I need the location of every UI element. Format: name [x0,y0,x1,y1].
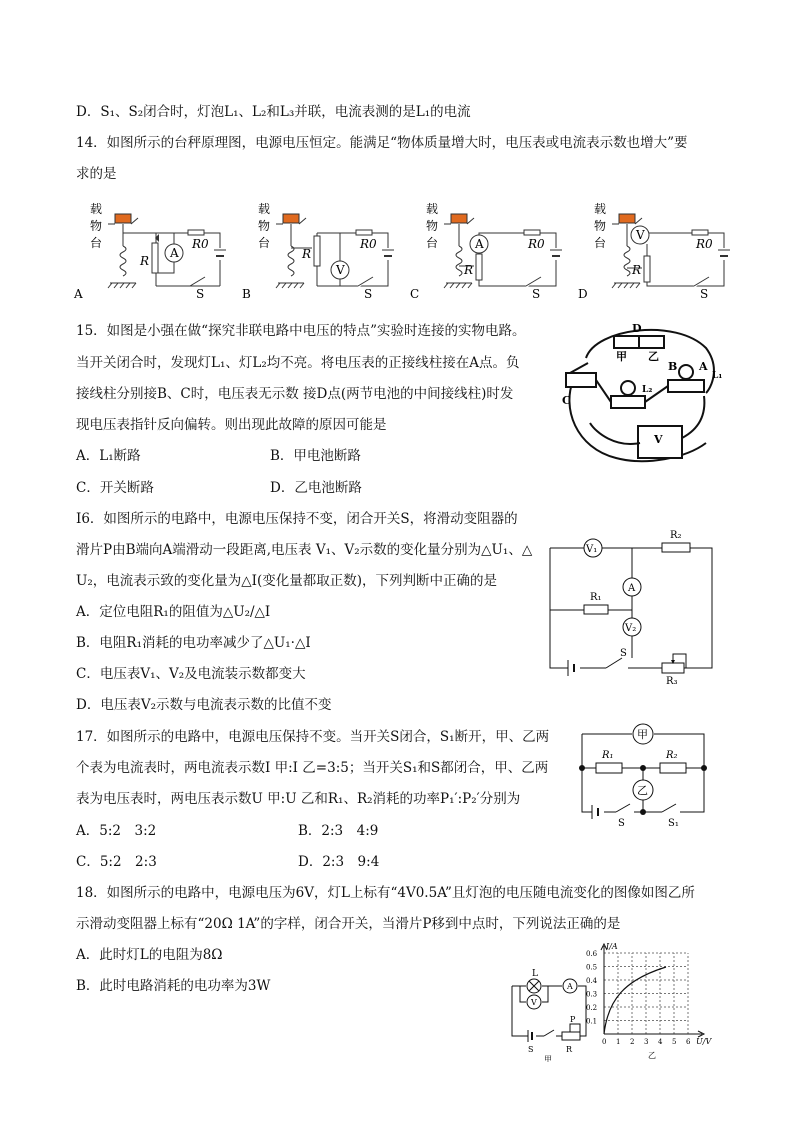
svg-text:S: S [532,287,541,301]
q14-label-a: A [74,287,83,301]
q15-option-d: D．乙电池断路 [270,480,362,496]
x-tick-label: 1 [616,1038,621,1046]
svg-text:台: 台 [426,236,439,250]
rheostat-r3 [662,663,684,673]
q16-stem-line2: 滑片P由B端向A端滑动一段距离,电压表 V₁、V₂示数的变化量分别为△U₁、△ [76,542,533,558]
svg-text:R0: R0 [528,237,545,251]
svg-text:D: D [632,322,642,335]
svg-text:S: S [618,818,625,829]
x-axis-label: U/V [696,1037,712,1046]
y-tick-label: 0.2 [586,1004,598,1012]
q16-option-c: C．电压表V₁、V₂及电流装示数都变大 [76,666,306,682]
svg-text:甲: 甲 [637,728,648,741]
q15-stem-line4: 现电压表指针反向偏转。则出现此故障的原因可能是 [76,417,387,433]
svg-text:P: P [570,1015,576,1024]
svg-text:V: V [531,998,537,1007]
tai-char-2: 物 [90,219,103,233]
q14-circuit-c [410,201,562,301]
svg-text:R₁: R₁ [602,750,614,761]
svg-text:A: A [567,982,573,991]
svg-text:S: S [620,648,627,659]
resistor-r0 [188,230,204,235]
q17-option-b: B．2:3 4:9 [298,823,379,839]
graph-caption: 乙 [648,1051,656,1060]
svg-text:台: 台 [258,236,271,250]
lamp-l2 [621,381,635,395]
q13-option-d: D．S₁、S₂闭合时，灯泡L₁、L₂和L₃并联，电流表测的是L₁的电流 [76,104,471,120]
svg-text:R: R [566,1045,573,1054]
y-tick-label: 0.1 [586,1017,598,1026]
svg-text:L₁: L₁ [712,371,723,381]
svg-text:物: 物 [594,219,607,233]
svg-text:R0: R0 [192,237,209,251]
svg-text:S: S [364,287,373,301]
q14-circuit-d [578,201,730,301]
switch-physical [566,373,596,387]
svg-text:台: 台 [594,236,607,250]
rheostat-r [562,1032,580,1040]
svg-text:载: 载 [426,202,439,216]
q15-physical-circuit-figure [556,318,726,468]
q15-stem-line1: 15．如图是小强在做“探究非联电路中电压的特点”实验时连接的实物电路。 [76,323,526,339]
q17-stem-line1: 17．如图所示的电路中，电源电压保持不变。当开关S闭合，S₁断开，甲、乙两 [76,729,550,745]
svg-text:S: S [700,287,709,301]
q14-circuit-b [242,201,394,301]
svg-text:V₂: V₂ [625,623,637,634]
q14-label-c: C [410,287,420,301]
q18-option-b: B．此时电路消耗的电功率为3W [76,978,271,994]
svg-text:R₃: R₃ [666,676,678,684]
svg-text:C: C [562,394,571,407]
svg-text:V: V [654,433,663,446]
svg-text:乙: 乙 [637,784,648,797]
svg-text:S: S [196,287,205,301]
svg-text:物: 物 [258,219,271,233]
q16-stem-line1: I6．如图所示的电路中，电源电压保持不变，闭合开关S，将滑动变阻器的 [76,511,518,527]
y-axis-label: I/A [606,942,618,951]
svg-text:R₂: R₂ [670,530,682,541]
q17-stem-line2: 个表为电流表时，两电流表示数I 甲:I 乙=3:5；当开关S₁和S都闭合，甲、乙两 [76,760,549,776]
svg-text:S: S [528,1045,534,1054]
tai-char-1: 载 [90,202,103,216]
q16-option-b: B．电阻R₁消耗的电功率减少了△U₁·△I [76,635,311,651]
lamp-l1-base [668,380,704,392]
svg-text:R: R [464,263,474,277]
resistor-r1 [596,763,622,773]
q15-option-a: A．L₁断路 [76,448,141,464]
svg-text:L: L [532,969,538,979]
svg-text:载: 载 [594,202,607,216]
tai-char-3: 台 [90,236,103,250]
svg-text:V₁: V₁ [586,544,598,555]
x-tick-label: 5 [672,1038,677,1046]
svg-text:A: A [170,246,179,260]
x-tick-label: 3 [644,1038,649,1046]
x-tick-label: 6 [686,1038,691,1046]
svg-text:A: A [699,360,708,373]
svg-text:R₁: R₁ [590,592,602,603]
resistor-r1 [584,605,608,614]
svg-text:V: V [336,263,345,277]
svg-text:甲: 甲 [544,1055,552,1062]
q16-option-d: D．电压表V₂示数与电流表示数的比值不变 [76,697,332,713]
svg-text:V: V [636,228,645,242]
q18-graph-yi [584,940,714,1060]
resistor-r2 [660,763,686,773]
q17-stem-line3: 表为电压表时，两电压表示数U 甲:U 乙和R₁、R₂消耗的功率P₁′:P₂′分别为 [76,791,521,807]
lamp-l2-base [611,396,645,408]
y-tick-label: 0.6 [586,950,598,958]
svg-text:L₂: L₂ [642,385,653,395]
q14-circuit-a [73,201,226,301]
spring [120,246,126,276]
svg-text:B: B [668,360,678,373]
svg-text:R: R [632,263,642,277]
svg-text:载: 载 [258,202,271,216]
q16-stem-line3: U₂，电流表示致的变化量为△I(变化量都取正数)，下列判断中正确的是 [76,573,498,589]
q16-circuit-figure [546,526,726,684]
svg-text:物: 物 [426,219,439,233]
q18-option-a: A．此时灯L的电阻为8Ω [76,947,223,963]
x-tick-label: 4 [658,1038,663,1046]
x-tick-label: 0 [602,1038,607,1046]
y-tick-label: 0.3 [586,990,598,999]
q15-option-b: B．甲电池断路 [270,448,361,464]
q17-circuit-figure [572,720,722,830]
q17-option-c: C．5:2 2:3 [76,854,157,870]
svg-text:A: A [628,583,636,594]
lamp-l1 [679,365,693,379]
q16-option-a: A．定位电阻R₁的阻值为△U₂/△I [76,604,271,620]
scale-pan [115,214,131,223]
q15-stem-line3: 接线柱分别接B、C时，电压表无示数 接D点(两节电池的中间接线柱)时发 [76,386,514,402]
q18-stem-line2: 示滑动变阻器上标有“20Ω 1A”的字样，闭合开关，当滑片P移到中点时，下列说法正确的是 [76,916,621,932]
svg-text:S₁: S₁ [668,818,679,829]
graph-grid [604,953,688,1034]
resistor-r2 [662,543,690,552]
svg-text:R: R [140,254,150,268]
svg-text:甲: 甲 [616,350,627,363]
svg-text:R: R [302,247,312,261]
q14-label-d: D [578,287,588,301]
svg-text:R0: R0 [696,237,713,251]
svg-text:R0: R0 [360,237,377,251]
q14-stem-line2: 求的是 [76,166,117,182]
q18-circuit-jia [506,966,592,1062]
y-tick-label: 0.5 [586,963,598,972]
q15-option-c: C．开关断路 [76,480,154,496]
q14-stem-line1: 14．如图所示的台秤原理图，电源电压恒定。能满足“物体质量增大时，电压表或电流表示数也增大”要 [76,135,688,151]
iu-curve [604,967,666,1034]
resistor-r [152,243,158,273]
q15-stem-line2: 当开关闭合时，发现灯L₁、灯L₂均不亮。将电压表的正接线柱接在A点。负 [76,355,520,371]
svg-text:R₂: R₂ [666,750,678,761]
x-tick-label: 2 [630,1038,635,1046]
y-tick-label: 0.4 [586,977,598,985]
svg-text:A: A [475,237,484,251]
q17-option-d: D．2:3 9:4 [298,854,380,870]
q17-option-a: A．5:2 3:2 [76,823,157,839]
svg-text:乙: 乙 [648,350,659,363]
q14-label-b: B [242,287,251,301]
q14-figures [70,198,750,303]
q18-stem-line1: 18．如图所示的电路中，电源电压为6V，灯L上标有“4V0.5A”且灯泡的电压随电流变化的图像如图乙所 [76,885,695,901]
